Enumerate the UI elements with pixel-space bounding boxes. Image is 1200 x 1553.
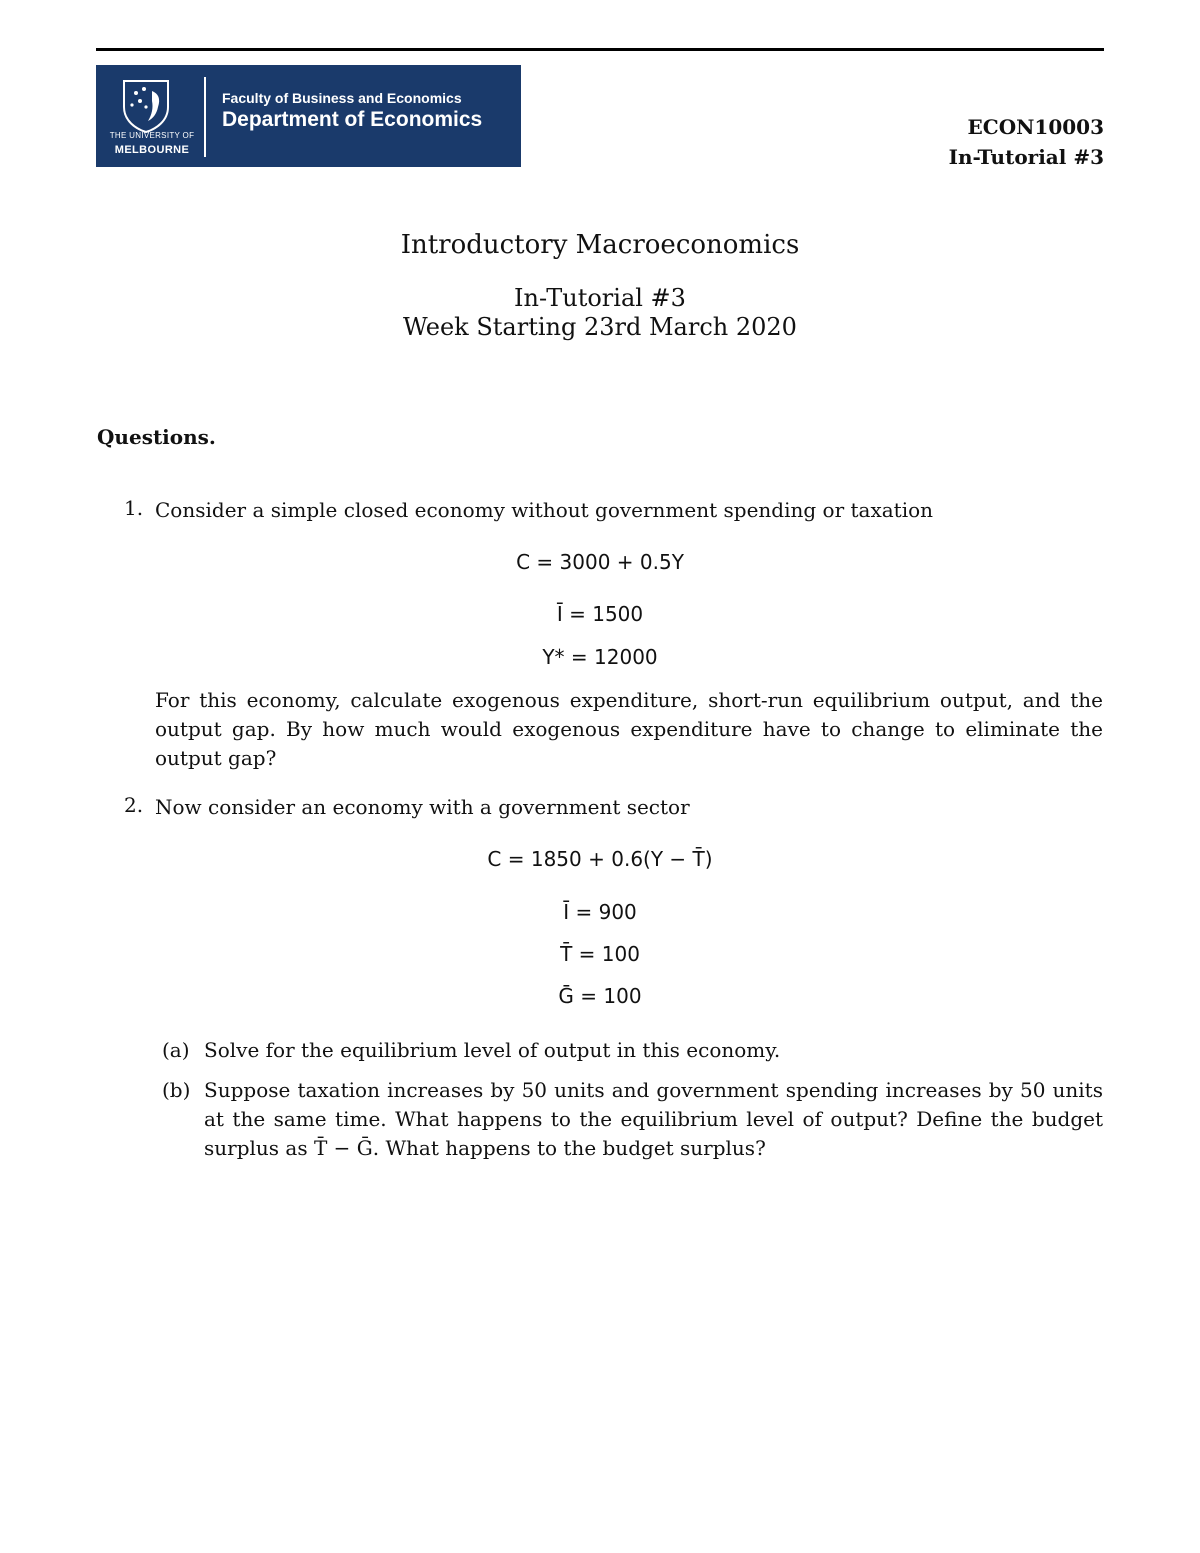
course-code: ECON10003 [967, 115, 1104, 139]
equation: Ī = 900 [563, 900, 637, 924]
document-date-line: Week Starting 23rd March 2020 [403, 313, 797, 341]
question-number: 2. [124, 793, 144, 817]
question-intro: Consider a simple closed economy without government spending or taxation [155, 498, 934, 522]
department-name: Department of Economics [222, 108, 483, 131]
question-number: 1. [124, 496, 144, 520]
document-subtitle: In-Tutorial #3 [514, 284, 686, 312]
subpart-text: Solve for the equilibrium level of output in this economy. [204, 1038, 781, 1062]
equation: T̄ = 100 [560, 942, 640, 966]
equation: Ḡ = 100 [558, 984, 642, 1008]
equation: C = 3000 + 0.5Y [516, 550, 684, 574]
question-body: For this economy, calculate exogenous expenditure, short-run equilibrium output, and the output gap. By how much would exogenous expenditure have to change to eliminate the output gap? [155, 688, 1103, 770]
tutorial-label: In-Tutorial #3 [948, 145, 1104, 169]
university-name-line2: MELBOURNE [114, 144, 190, 156]
section-heading: Questions. [97, 425, 216, 449]
equation: Ī = 1500 [556, 602, 644, 626]
logo-divider [204, 77, 206, 157]
equation: Y* = 12000 [542, 645, 658, 669]
subpart-label: (a) [162, 1038, 190, 1062]
university-name-line1: THE UNIVERSITY OF [109, 131, 195, 140]
document-title: Introductory Macroeconomics [400, 230, 800, 260]
equation: C = 1850 + 0.6(Y − T̄) [487, 847, 713, 871]
subpart-text: Suppose taxation increases by 50 units and government spending increases by 50 units at the same time. What happens to the equilibrium level of output? Define the budget surplus as T̄ − Ḡ. What happens to the budget surplus? [204, 1078, 1103, 1160]
faculty-name: Faculty of Business and Economics [222, 90, 462, 106]
question-intro: Now consider an economy with a government sector [155, 795, 690, 819]
top-rule [96, 48, 1104, 51]
subpart-label: (b) [162, 1078, 191, 1102]
university-logo [96, 65, 521, 167]
university-crest-icon [116, 77, 176, 133]
